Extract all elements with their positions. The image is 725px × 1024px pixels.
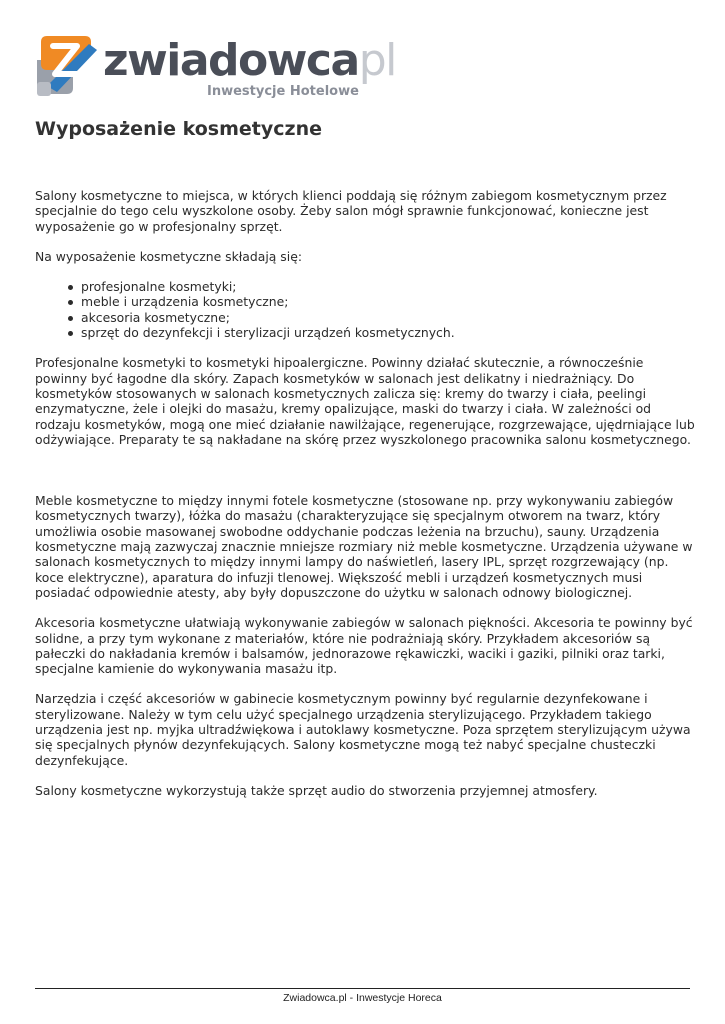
footer-text: Zwiadowca.pl - Inwestycje Horeca	[283, 992, 442, 1004]
paragraph-accessories: Akcesoria kosmetyczne ułatwiają wykonywanie zabiegów w salonach piękności. Akcesoria te powinny być solidne, a przy tym wykonane z materiałów, które nie podrażniają skóry. Przykładem akcesoriów są pałeczki do nakładania kremów i balsamów, jednorazowe rękawiczki, waciki i gaziki, pilniki oraz tarki, specjalne kamienie do wykonywania masażu itp.	[35, 615, 693, 677]
paragraph-audio: Salony kosmetyczne wykorzystują także sprzęt audio do stworzenia przyjemnej atmosfery.	[35, 782, 598, 798]
intro-paragraph: Salony kosmetyczne to miejsca, w których klienci poddają się różnym zabiegom kosmetycznym przez specjalnie do tego celu wyszkolone osoby. Żeby salon mógł sprawnie funkcjonować, konieczne jest wyposażenie go w profesjonalny sprzęt.	[35, 188, 667, 234]
paragraph-furniture: Meble kosmetyczne to między innymi fotele kosmetyczne (stosowane np. przy wykonywaniu zabiegów kosmetycznych twarzy), łóżka do masażu (charakteryzujące się specjalnym otworem na twarz, który umożliwia osobie masowanej swobodne oddychanie podczas leżenia na brzuchu), sauny. Urządzenia kosmetyczne mają zazwyczaj znacznie mniejsze rozmiary niż meble kosmetyczne. Urządzenia używane w salonach kosmetycznych to między innymi lampy do naświetleń, lasery IPL, sprzęt rozgrzewający (np. koce elektryczne), aparatura do infuzji tlenowej. Większość mebli i urządzeń kosmetycznych musi posiadać odpowiednie atesty, aby były dopuszczone do użytku w salonach odnowy biologicznej.	[35, 493, 693, 600]
list-item: meble i urządzenia kosmetyczne;	[81, 294, 695, 309]
logo-tagline: Inwestycje Hotelowe	[207, 84, 359, 99]
paragraph-cosmetics: Profesjonalne kosmetyki to kosmetyki hipoalergiczne. Powinny działać skutecznie, a równocześnie powinny być łagodne dla skóry. Zapach kosmetyków w salonach jest delikatny i niedrażniący. Do kosmetyków stosowanych w salonach kosmetycznych zalicza się: kremy do twarzy i ciała, peelingi enzymatyczne, żele i olejki do masażu, kremy opalizujące, maski do twarzy i ciała. W zależności od rodzaju kosmetyków, mogą one mieć działanie nawilżające, regenerujące, rozgrzewające, ujędrniające lub odżywiające. Preparaty te są nakładane na skórę przez wyszkolonego pracownika salonu kosmetycznego.	[35, 355, 695, 447]
list-item: profesjonalne kosmetyki;	[81, 279, 695, 294]
paragraph-sterilization: Narzędzia i część akcesoriów w gabinecie kosmetycznym powinny być regularnie dezynfekowane i sterylizowane. Należy w tym celu użyć specjalnego urządzenia sterylizującego. Przykładem takiego urządzenia jest np. myjka ultradźwiękowa i autoklawy kosmetyczne. Poza sprzętem sterylizującym używa się specjalnych płynów dezynfekujących. Salony kosmetyczne mogą też nabyć specjalne chusteczki dezynfekujące.	[35, 691, 691, 768]
logo-wordmark	[103, 36, 396, 86]
list-item: sprzęt do dezynfekcji i sterylizacji urządzeń kosmetycznych.	[81, 325, 695, 340]
equipment-list	[35, 279, 695, 340]
page-title: Wyposażenie kosmetyczne	[35, 118, 322, 140]
site-logo[interactable]	[33, 30, 413, 105]
article-body	[35, 188, 695, 798]
logo-name-suffix: pl	[358, 35, 396, 86]
list-lead: Na wyposażenie kosmetyczne składają się:	[35, 248, 303, 264]
logo-mark-icon	[33, 30, 101, 100]
footer-divider	[35, 988, 690, 989]
logo-name-main: zwiadowca	[103, 35, 359, 86]
list-item: akcesoria kosmetyczne;	[81, 310, 695, 325]
